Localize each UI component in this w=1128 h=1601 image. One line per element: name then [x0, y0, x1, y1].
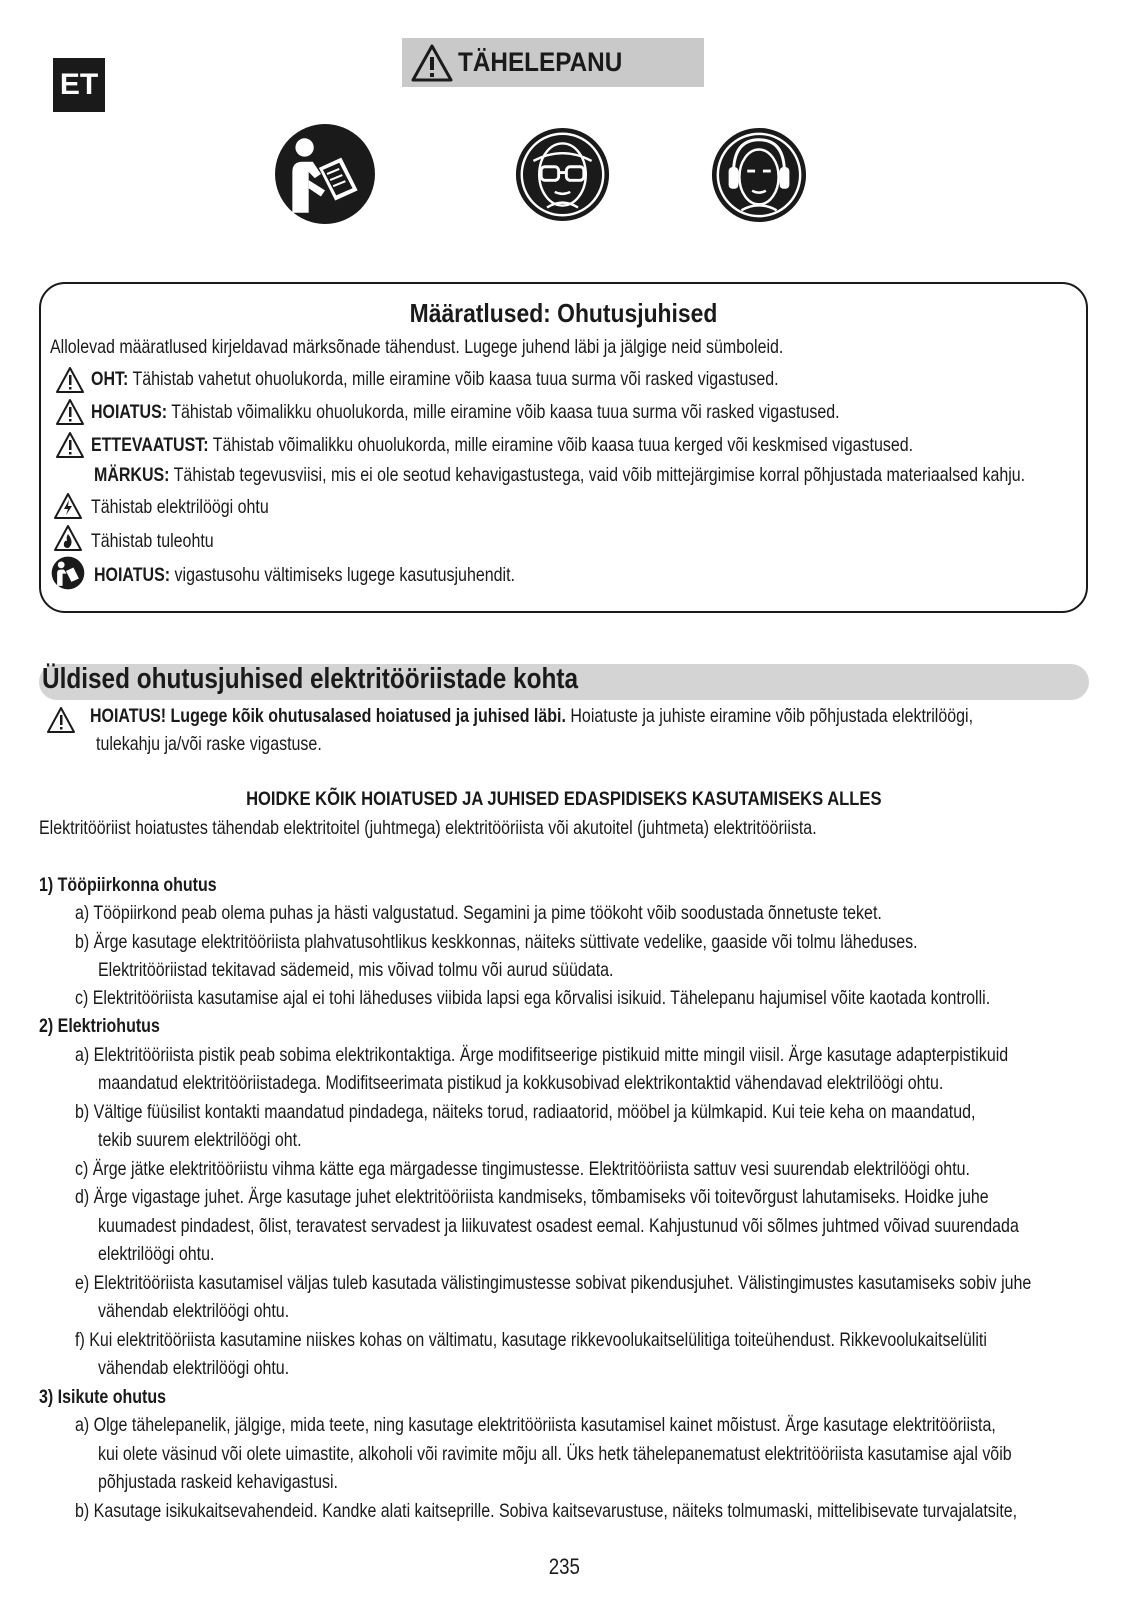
- definition-notice: MÄRKUS: Tähistab tegevusviisi, mis ei ole seotud kehavigastustega, vaid võib mittejärgimise korral põhjustada materiaalsed kahju.: [94, 464, 1026, 486]
- general-warning: HOIATUS! Lugege kõik ohutusalased hoiatused ja juhised läbi. Hoiatuste ja juhiste eiramine võib põhjustada elektrilöögi,: [90, 705, 974, 727]
- ear-protection-icon: [710, 126, 808, 224]
- list-item: c) Ärge jätke elektritööriistu vihma kätte ega märgadesse tingimustesse. Elektritööriista sattuv vesi suurendab elektrilöögi ohtu.: [75, 1158, 970, 1180]
- list-item: b) Ärge kasutage elektritööriista plahvatusohtlikus keskkonnas, näiteks süttivate vedelike, gaaside või tolmu läheduses.: [75, 931, 918, 953]
- warning-triangle-icon: [410, 43, 454, 83]
- definition-danger: OHT: Tähistab vahetut ohuolukorda, mille eiramine võib kaasa tuua surma või rasked vigastused.: [91, 368, 779, 390]
- list-item: a) Elektritööriista pistik peab sobima elektrikontaktiga. Ärge modifitseerige pistikuid mitte mingil viisil. Ärge kasutage adapterpistikuid: [75, 1044, 1009, 1066]
- read-manual-icon: [274, 123, 376, 225]
- definitions-intro: Allolevad määratlused kirjeldavad märksõnade tähendust. Lugege juhend läbi ja jälgige neid sümboleid.: [50, 336, 784, 358]
- definitions-title: Määratlused: Ohutusjuhised: [409, 298, 718, 328]
- warning-triangle-icon: [46, 706, 76, 734]
- section-title: 2) Elektriohutus: [39, 1015, 160, 1037]
- attention-title: TÄHELEPANU: [458, 47, 623, 77]
- list-item: b) Vältige füüsilist kontakti maandatud pindadega, näiteks torud, radiaatorid, mööbel ja külmkapid. Kui teie keha on maandatud,: [75, 1101, 976, 1123]
- list-item: elektrilöögi ohtu.: [98, 1243, 215, 1265]
- list-item: c) Elektritööriista kasutamise ajal ei tohi läheduses viibida lapsi ega kõrvalisi isikuid. Tähelepanu hajumisel võite kaotada kontrolli.: [75, 987, 991, 1009]
- list-item: d) Ärge vigastage juhet. Ärge kasutage juhet elektritööriista kandmiseks, tõmbamiseks või toitevõrgust lahutamiseks. Hoidke juhe: [75, 1186, 989, 1208]
- list-item: f) Kui elektritööriista kasutamine niiskes kohas on vältimatu, kasutage rikkevoolukaitselülitiga toiteühendust. Rikkevoolukaitselüliti: [75, 1329, 987, 1351]
- list-item: b) Kasutage isikukaitsevahendeid. Kandke alati kaitseprille. Sobiva kaitsevarustuse, näiteks tolmumaski, mittelibisevate turvajalatsite,: [75, 1500, 1018, 1522]
- general-warning-cont: tulekahju ja/või raske vigastuse.: [96, 733, 322, 755]
- list-item: tekib suurem elektrilöögi oht.: [98, 1129, 302, 1151]
- definition-electric: Tähistab elektrilöögi ohtu: [91, 496, 269, 518]
- definition-fire: Tähistab tuleohtu: [91, 530, 214, 552]
- definition-caution: ETTEVAATUST: Tähistab võimalikku ohuolukorda, mille eiramine võib kaasa tuua kerged või keskmised vigastused.: [91, 434, 914, 456]
- definitions-box: [39, 282, 1088, 613]
- list-item: vähendab elektrilöögi ohtu.: [98, 1357, 290, 1379]
- list-item: e) Elektritööriista kasutamisel väljas tuleb kasutada välistingimustesse sobivat pikendusjuhet. Välistingimustes kasutamiseks sobiv juhe: [75, 1272, 1032, 1294]
- list-item: kuumadest pindadest, õlist, teravatest servadest ja liikuvatest osadest eemal. Kahjustunud või sõlmes juhtmed võivad suurendada: [98, 1215, 1019, 1237]
- list-item: a) Tööpiirkond peab olema puhas ja hästi valgustatud. Segamini ja pime töökoht võib soodustada õnnetuste teket.: [75, 902, 882, 924]
- warning-triangle-icon: [55, 431, 85, 459]
- warning-triangle-icon: [55, 398, 85, 426]
- definition-warning: HOIATUS: Tähistab võimalikku ohuolukorda, mille eiramine võib kaasa tuua surma või rasked vigastused.: [91, 401, 840, 423]
- warning-triangle-icon: [55, 366, 85, 394]
- language-badge: ET: [53, 58, 105, 112]
- general-safety-heading: Üldised ohutusjuhised elektritööriistade kohta: [42, 663, 579, 695]
- page-number: 235: [548, 1554, 580, 1579]
- definition-manual: HOIATUS: vigastusohu vältimiseks lugege kasutusjuhendit.: [94, 564, 515, 586]
- list-item: Elektritööriistad tekitavad sädemeid, mis võivad tolmu või aurud süüdata.: [98, 959, 614, 981]
- section-title: 1) Tööpiirkonna ohutus: [39, 874, 217, 896]
- safety-goggles-icon: [514, 126, 611, 223]
- electric-shock-icon: [53, 492, 83, 520]
- list-item: põhjustada raskeid kehavigastusi.: [98, 1471, 339, 1493]
- list-item: maandatud elektritööriistadega. Modifitseerimata pistikud ja kokkusobivad elektrikontaktid vähendavad elektrilöögi ohtu.: [98, 1072, 944, 1094]
- power-tool-term: Elektritööriist hoiatustes tähendab elektritoitel (juhtmega) elektritööriista või akutoitel (juhtmeta) elektritööriista.: [39, 817, 817, 839]
- fire-hazard-icon: [53, 524, 83, 552]
- section-title: 3) Isikute ohutus: [39, 1386, 167, 1408]
- list-item: vähendab elektrilöögi ohtu.: [98, 1300, 290, 1322]
- list-item: a) Olge tähelepanelik, jälgige, mida teete, ning kasutage elektritööriista kasutamisel kainet mõistust. Ärge kasutage elektritööriista,: [75, 1414, 996, 1436]
- attention-banner: [402, 38, 704, 87]
- save-instructions-heading: HOIDKE KÕIK HOIATUSED JA JUHISED EDASPIDISEKS KASUTAMISEKS ALLES: [246, 788, 882, 810]
- read-manual-icon: [51, 556, 85, 590]
- list-item: kui olete väsinud või olete uimastite, alkoholi või ravimite mõju all. Üks hetk tähelepanematust elektritööriista kasutamise ajal võib: [98, 1443, 1012, 1465]
